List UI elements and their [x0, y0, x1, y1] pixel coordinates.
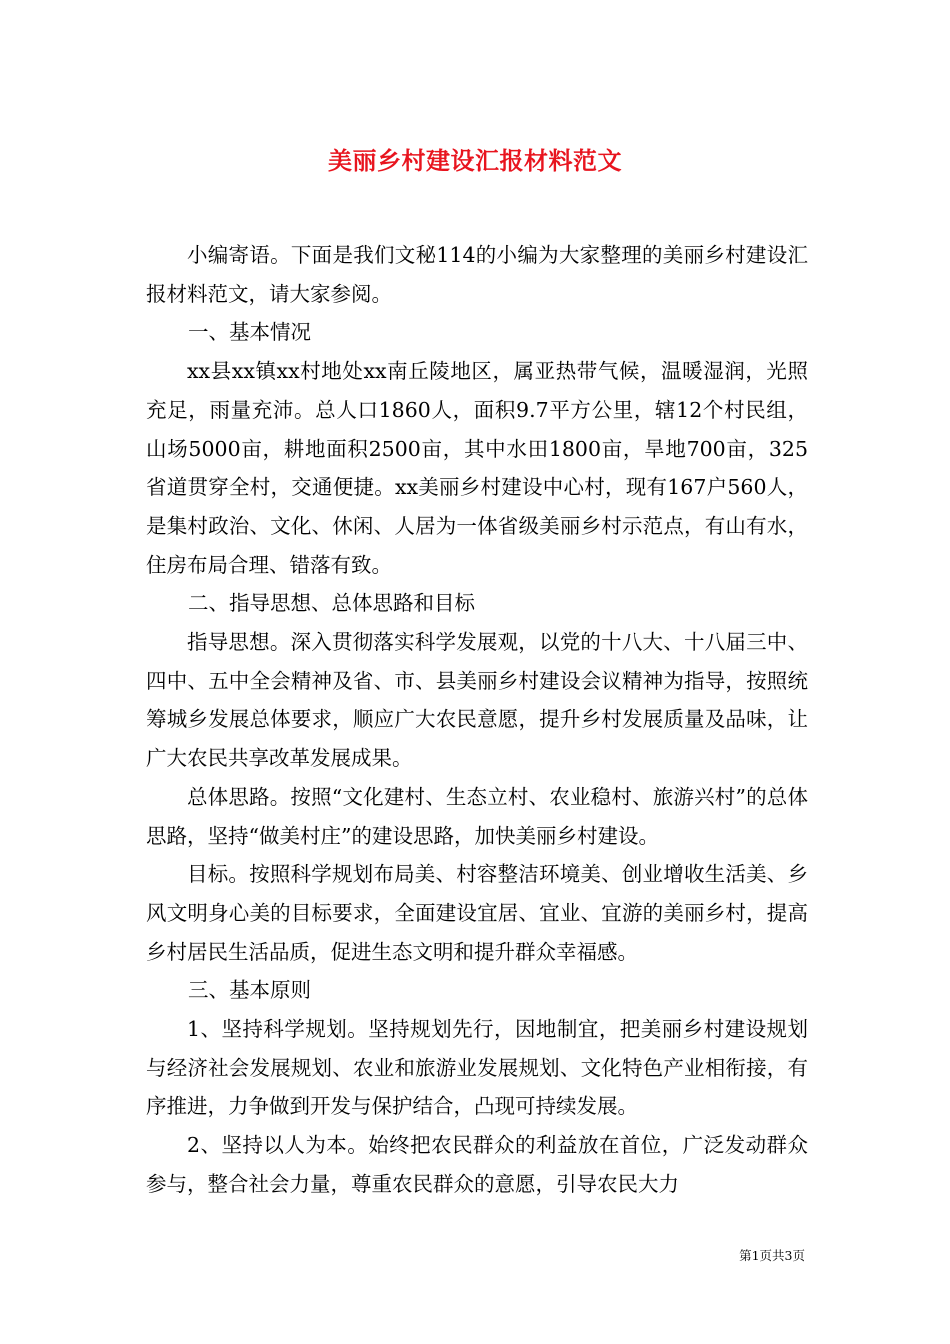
paragraph-principle-2: 2、坚持以人为本。始终把农民群众的利益放在首位，广泛发动群众参与，整合社会力量，尊重农民群众的意愿，引导农民大力 — [146, 1133, 808, 1196]
section-heading-basic-situation: 一、基本情况 — [188, 320, 312, 345]
paragraph-intro: 小编寄语。下面是我们文秘114的小编为大家整理的美丽乡村建设汇报材料范文，请大家参阅。 — [146, 243, 808, 306]
section-heading-guiding-thought: 二、指导思想、总体思路和目标 — [188, 591, 476, 616]
document-title: 美丽乡村建设汇报材料范文 — [328, 146, 622, 176]
paragraph-basic-situation: xx县xx镇xx村地处xx南丘陵地区，属亚热带气候，温暖湿润，光照充足，雨量充沛。总人口1860人，面积9.7平方公里，辖12个村民组，山场5000亩，耕地面积2500亩，其中水田1800亩，旱地700亩，325省道贯穿全村，交通便捷。xx美丽乡村建设中心村，现有167户560人，是集村政治、文化、休闲、人居为一体省级美丽乡村示范点，有山有水，住房布局合理、错落有致。 — [146, 359, 808, 577]
section-heading-basic-principles: 三、基本原则 — [188, 978, 312, 1003]
paragraph-principle-1: 1、坚持科学规划。坚持规划先行，因地制宜，把美丽乡村建设规划与经济社会发展规划、农业和旅游业发展规划、文化特色产业相衔接，有序推进，力争做到开发与保护结合，凸现可持续发展。 — [146, 1017, 808, 1119]
paragraph-goal: 目标。按照科学规划布局美、村容整洁环境美、创业增收生活美、乡风文明身心美的目标要求，全面建设宜居、宜业、宜游的美丽乡村，提高乡村居民生活品质，促进生态文明和提升群众幸福感。 — [146, 862, 808, 964]
document-body — [146, 236, 808, 1204]
paragraph-guiding-thought: 指导思想。深入贯彻落实科学发展观，以党的十八大、十八届三中、四中、五中全会精神及省、市、县美丽乡村建设会议精神为指导，按照统筹城乡发展总体要求，顺应广大农民意愿，提升乡村发展质量及品味，让广大农民共享改革发展成果。 — [146, 630, 808, 771]
page-number-footer: 第1页共3页 — [739, 1248, 805, 1263]
paragraph-overall-approach: 总体思路。按照“文化建村、生态立村、农业稳村、旅游兴村”的总体思路，坚持“做美村庄”的建设思路，加快美丽乡村建设。 — [146, 784, 808, 848]
